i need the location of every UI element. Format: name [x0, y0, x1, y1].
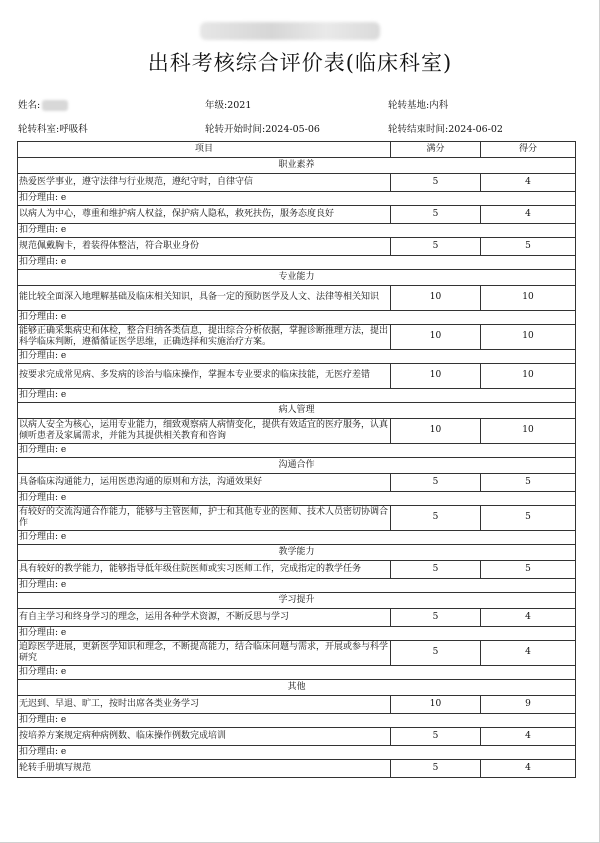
deduction-reason — [18, 444, 576, 458]
full-score-value: 5 — [391, 474, 481, 492]
full-score-value: 5 — [391, 609, 481, 627]
criterion-row — [18, 174, 576, 192]
criterion-text: 具备临床沟通能力，运用医患沟通的原则和方法，沟通效果好 — [18, 474, 391, 492]
criterion-row — [18, 325, 576, 350]
deduction-reason-label: 扣分理由: — [19, 389, 59, 400]
deduction-reason-row — [18, 579, 576, 593]
criterion-row — [18, 419, 576, 444]
header-item: 项目 — [18, 142, 391, 158]
full-score-value: 5 — [391, 506, 481, 531]
score-value: 9 — [481, 696, 576, 714]
criterion-text: 有自主学习和终身学习的理念，运用各种学术资源，不断反思与学习 — [18, 609, 391, 627]
deduction-reason-value: e — [60, 627, 67, 638]
deduction-reason — [18, 492, 576, 506]
criterion-text: 能够正确采集病史和体检，整合归纳各类信息，提出综合分析依据，掌握诊断推理方法，提出科学临床判断，遵循循证医学思维，正确选择和实施治疗方案。 — [18, 325, 391, 350]
deduction-reason-label: 扣分理由: — [19, 256, 59, 267]
deduction-reason — [18, 579, 576, 593]
deduction-reason-label: 扣分理由: — [19, 492, 59, 503]
score-value: 5 — [481, 238, 576, 256]
base-label: 轮转基地: — [388, 100, 430, 111]
deduction-reason-row — [18, 350, 576, 364]
full-score-value: 5 — [391, 760, 481, 778]
criterion-text: 以病人安全为核心，运用专业能力，细致观察病人病情变化，提供有效适宜的医疗服务，认真倾听患者及家属需求，并能为其提供相关教育和咨询 — [18, 419, 391, 444]
deduction-reason-row — [18, 311, 576, 325]
deduction-reason-value: e — [60, 444, 67, 455]
section-row — [18, 680, 576, 696]
deduction-reason-row — [18, 627, 576, 641]
section-title: 教学能力 — [18, 545, 576, 561]
form-title: 出科考核综合评价表(临床科室) — [147, 51, 453, 75]
full-score-value: 5 — [391, 561, 481, 579]
criterion-text: 按培养方案规定病种病例数、临床操作例数完成培训 — [18, 728, 391, 746]
score-value: 4 — [481, 728, 576, 746]
deduction-reason-row — [18, 444, 576, 458]
deduction-reason-value: e — [60, 579, 67, 590]
score-value: 10 — [481, 325, 576, 350]
full-score-value: 10 — [391, 419, 481, 444]
full-score-value: 5 — [391, 206, 481, 224]
deduction-reason-row — [18, 746, 576, 760]
criterion-text: 轮转手册填写规范 — [18, 760, 391, 778]
full-score-value: 10 — [391, 364, 481, 389]
grade-field — [205, 97, 251, 111]
evaluation-table — [17, 141, 576, 778]
deduction-reason — [18, 256, 576, 270]
criterion-text: 无迟到、早退、旷工，按时出席各类业务学习 — [18, 696, 391, 714]
deduction-reason-label: 扣分理由: — [19, 192, 59, 203]
start-date-field — [205, 121, 320, 135]
dept-value: 呼吸科 — [59, 124, 88, 135]
score-value: 4 — [481, 609, 576, 627]
section-row — [18, 403, 576, 419]
section-title: 沟通合作 — [18, 458, 576, 474]
criterion-text: 规范佩戴胸卡，着装得体整洁，符合职业身份 — [18, 238, 391, 256]
section-title: 专业能力 — [18, 270, 576, 286]
deduction-reason-row — [18, 224, 576, 238]
criterion-row — [18, 474, 576, 492]
criterion-text: 有较好的交流沟通合作能力，能够与主管医师，护士和其他专业的医师、技术人员密切协调合作 — [18, 506, 391, 531]
deduction-reason-value: e — [60, 224, 67, 235]
full-score-value: 10 — [391, 286, 481, 311]
deduction-reason-label: 扣分理由: — [19, 746, 59, 757]
deduction-reason — [18, 714, 576, 728]
deduction-reason-row — [18, 531, 576, 545]
criterion-row — [18, 641, 576, 666]
criterion-row — [18, 364, 576, 389]
deduction-reason-label: 扣分理由: — [19, 311, 59, 322]
section-row — [18, 593, 576, 609]
redacted-institution-header — [200, 22, 380, 40]
deduction-reason-row — [18, 192, 576, 206]
full-score-value: 5 — [391, 641, 481, 666]
end-date-field — [388, 121, 503, 135]
score-value: 10 — [481, 419, 576, 444]
start-date-label: 轮转开始时间: — [205, 124, 266, 135]
deduction-reason-value: e — [60, 389, 67, 400]
deduction-reason — [18, 666, 576, 680]
base-field — [388, 97, 448, 111]
redacted-name — [42, 100, 68, 111]
dept-label: 轮转科室: — [18, 124, 60, 135]
deduction-reason-label: 扣分理由: — [19, 627, 59, 638]
score-value: 5 — [481, 474, 576, 492]
section-title: 其他 — [18, 680, 576, 696]
table-header-row — [18, 142, 576, 158]
header-score: 得分 — [481, 142, 576, 158]
deduction-reason-label: 扣分理由: — [19, 579, 59, 590]
deduction-reason-row — [18, 389, 576, 403]
deduction-reason-label: 扣分理由: — [19, 714, 59, 725]
deduction-reason — [18, 627, 576, 641]
score-value: 10 — [481, 364, 576, 389]
criterion-row — [18, 238, 576, 256]
deduction-reason-row — [18, 256, 576, 270]
full-score-value: 5 — [391, 728, 481, 746]
full-score-value: 10 — [391, 696, 481, 714]
deduction-reason — [18, 350, 576, 364]
section-row — [18, 270, 576, 286]
score-value: 5 — [481, 506, 576, 531]
criterion-text: 能比较全面深入地理解基础及临床相关知识，具备一定的预防医学及人文、法律等相关知识 — [18, 286, 391, 311]
criterion-row — [18, 760, 576, 778]
deduction-reason-label: 扣分理由: — [19, 224, 59, 235]
end-date-value: 2024-06-02 — [448, 124, 503, 135]
score-value: 5 — [481, 561, 576, 579]
score-value: 4 — [481, 174, 576, 192]
deduction-reason-value: e — [60, 746, 67, 757]
deduction-reason-row — [18, 714, 576, 728]
deduction-reason — [18, 224, 576, 238]
deduction-reason — [18, 311, 576, 325]
name-field — [18, 97, 68, 111]
deduction-reason-value: e — [60, 192, 67, 203]
deduction-reason-label: 扣分理由: — [19, 666, 59, 677]
full-score-value: 10 — [391, 325, 481, 350]
deduction-reason — [18, 192, 576, 206]
section-row — [18, 458, 576, 474]
section-title: 职业素养 — [18, 158, 576, 174]
score-value: 10 — [481, 286, 576, 311]
header-full-score: 满分 — [391, 142, 481, 158]
deduction-reason-label: 扣分理由: — [19, 350, 59, 361]
criterion-row — [18, 696, 576, 714]
deduction-reason-value: e — [60, 666, 67, 677]
criterion-text: 具有较好的教学能力，能够指导低年级住院医师或实习医师工作，完成指定的教学任务 — [18, 561, 391, 579]
deduction-reason — [18, 531, 576, 545]
section-title: 学习提升 — [18, 593, 576, 609]
dept-field — [18, 121, 88, 135]
full-score-value: 5 — [391, 238, 481, 256]
criterion-row — [18, 286, 576, 311]
criterion-row — [18, 561, 576, 579]
section-row — [18, 158, 576, 174]
deduction-reason-label: 扣分理由: — [19, 531, 59, 542]
start-date-value: 2024-05-06 — [265, 124, 320, 135]
deduction-reason — [18, 746, 576, 760]
score-value: 4 — [481, 206, 576, 224]
criterion-text: 追踪医学进展，更新医学知识和理念，不断提高能力，结合临床问题与需求，开展或参与科学研究 — [18, 641, 391, 666]
deduction-reason-row — [18, 666, 576, 680]
evaluation-table-body — [18, 158, 576, 778]
section-row — [18, 545, 576, 561]
criterion-row — [18, 206, 576, 224]
deduction-reason-value: e — [60, 531, 67, 542]
score-value: 4 — [481, 641, 576, 666]
criterion-text: 以病人为中心，尊重和维护病人权益，保护病人隐私，救死扶伤，服务态度良好 — [18, 206, 391, 224]
criterion-row — [18, 506, 576, 531]
criterion-text: 热爱医学事业，遵守法律与行业规范，遵纪守时，自律守信 — [18, 174, 391, 192]
grade-label: 年级: — [205, 100, 228, 111]
end-date-label: 轮转结束时间: — [388, 124, 449, 135]
grade-value: 2021 — [227, 100, 252, 111]
deduction-reason-value: e — [60, 714, 67, 725]
criterion-row — [18, 609, 576, 627]
deduction-reason-value: e — [60, 256, 67, 267]
deduction-reason-row — [18, 492, 576, 506]
deduction-reason-label: 扣分理由: — [19, 444, 59, 455]
deduction-reason-value: e — [60, 492, 67, 503]
base-value: 内科 — [429, 100, 449, 111]
deduction-reason-value: e — [60, 311, 67, 322]
name-label: 姓名: — [18, 100, 41, 111]
deduction-reason-value: e — [60, 350, 67, 361]
score-value: 4 — [481, 760, 576, 778]
criterion-text: 按要求完成常见病、多发病的诊治与临床操作，掌握本专业要求的临床技能，无医疗差错 — [18, 364, 391, 389]
section-title: 病人管理 — [18, 403, 576, 419]
deduction-reason — [18, 389, 576, 403]
criterion-row — [18, 728, 576, 746]
full-score-value: 5 — [391, 174, 481, 192]
